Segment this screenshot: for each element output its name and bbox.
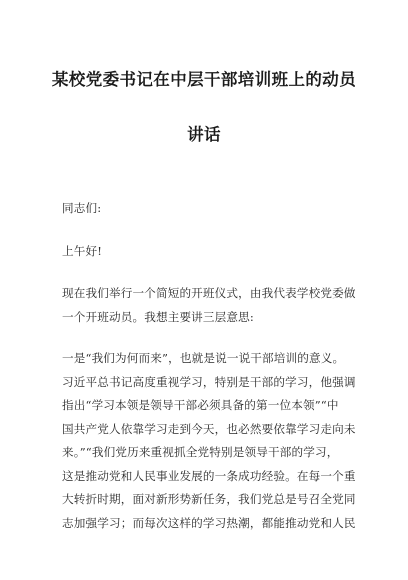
body-line: 指出“学习本领是领导干部必须具备的第一位本领”“中 [62, 398, 339, 412]
body-line: 这是推动党和人民事业发展的一条成功经验。在每一个重 [62, 468, 356, 483]
body-paragraph [62, 347, 356, 535]
document-title-line-2: 讲话 [187, 125, 221, 144]
salutation: 上午好! [62, 244, 103, 258]
body-line: 来。”“我们党历来重视抓全党特别是领导干部的学习， [62, 445, 339, 459]
intro-line: 现在我们举行一个简短的开班仪式，由我代表学校党委做 [62, 286, 356, 300]
greeting: 同志们: [62, 201, 102, 215]
body-line: 国共产党人依靠学习走到今天，也必然要依靠学习走向未 [62, 421, 356, 436]
body-line: 大转折时期，面对新形势新任务，我们党总是号召全党同 [62, 492, 356, 506]
body-line: 志加强学习；而每次这样的学习热潮，都能推动党和人民 [62, 515, 356, 530]
document-title-line-1: 某校党委书记在中层干部培训班上的动员 [51, 70, 357, 89]
intro-paragraph [62, 282, 356, 329]
body-line: 习近平总书记高度重视学习，特别是干部的学习，他强调 [62, 374, 356, 389]
intro-line: 一个开班动员。我想主要讲三层意思: [62, 309, 254, 324]
body-line: 一是“我们为何而来”，也就是说一说干部培训的意义。 [62, 351, 345, 365]
